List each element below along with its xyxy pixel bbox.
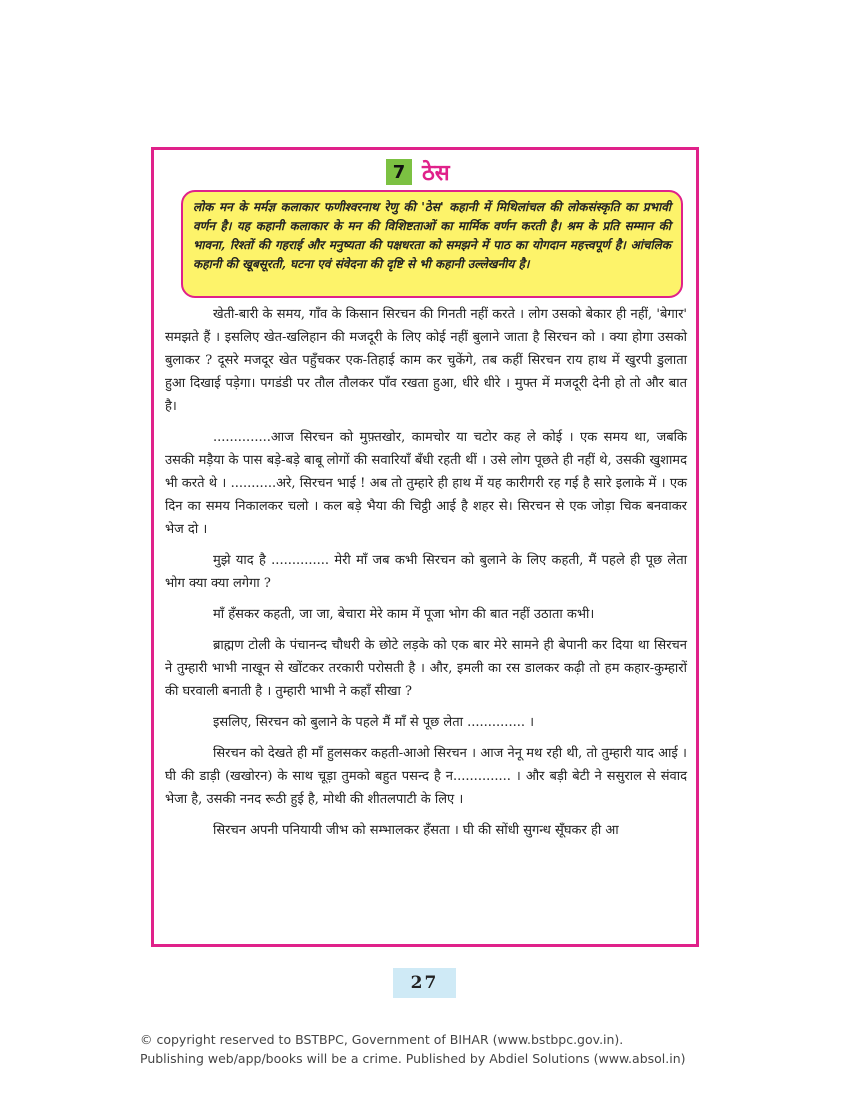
chapter-number: 7 <box>386 159 412 185</box>
paragraph: सिरचन को देखते ही माँ हुलसकर कहती-आओ सिरचन । आज नेनू मथ रही थी, तो तुम्हारी याद आई । घी की डाड़ी (खखोरन) के साथ चूड़ा तुमको बहुत पसन्द है न.............. । और बड़ी बेटी ने ससुराल से संवाद भेजा है, उसकी ननद रूठी हुई है, मोथी की शीतलपाटी के लिए । <box>165 746 687 807</box>
paragraph: खेती-बारी के समय, गाँव के किसान सिरचन की गिनती नहीं करते । लोग उसको बेकार ही नहीं, 'बेगार' समझते हैं । इसलिए खेत-खलिहान की मजदूरी के लिए कोई नहीं बुलाने जाता है सिरचन को । क्या होगा उसको बुलाकर ? दूसरे मजदूर खेत पहुँचकर एक-तिहाई काम कर चुकेंगे, तब कहीं सिरचन राय हाथ में खुरपी डुलाता हुआ दिखाई पड़ेगा। पगडंडी पर तौल तौलकर पाँव रखता हुआ, धीरे धीरे । मुफ्त में मजदूरी देनी हो तो और बात है। <box>165 307 687 414</box>
paragraph: ब्राह्मण टोली के पंचानन्द चौधरी के छोटे लड़के को एक बार मेरे सामने ही बेपानी कर दिया था सिरचन ने तुम्हारी भाभी नाखून से खोंटकर तरकारी परोसती है । और, इमली का रस डालकर कढ़ी तो हम कहार-कुम्हारों की घरवाली बनाती है । तुम्हारी भाभी ने कहाँ सीखा ? <box>165 638 687 699</box>
paragraph: सिरचन अपनी पनियायी जीभ को सम्भालकर हँसता । घी की सोंधी सुगन्ध सूँघकर ही आ <box>213 823 619 838</box>
copyright-footer <box>140 1030 740 1068</box>
chapter-heading <box>386 157 450 187</box>
page-number: 27 <box>393 968 456 998</box>
paragraph: मुझे याद है .............. मेरी माँ जब कभी सिरचन को बुलाने के लिए कहती, मैं पहले ही पूछ लेता भोग क्या क्या लगेगा ? <box>165 553 687 591</box>
paragraph: इसलिए, सिरचन को बुलाने के पहले मैं माँ से पूछ लेता .............. । <box>213 715 535 730</box>
copyright-line-2: Publishing web/app/books will be a crime. Published by Abdiel Solutions (www.absol.in) <box>140 1051 686 1066</box>
copyright-line-1: © copyright reserved to BSTBPC, Government of BIHAR (www.bstbpc.gov.in). <box>140 1032 624 1047</box>
paragraph: माँ हँसकर कहती, जा जा, बेचारा मेरे काम में पूजा भोग की बात नहीं उठाता कभी। <box>213 607 595 622</box>
intro-box: लोक मन के मर्मज्ञ कलाकार फणीश्वरनाथ रेणु की 'ठेस' कहानी में मिथिलांचल की लोकसंस्कृति का प्रभावी वर्णन है। यह कहानी कलाकार के मन की विशिष्टताओं का मार्मिक वर्णन करती है। श्रम के प्रति सम्मान की भावना, रिश्तों की गहराई और मनुष्यता की पक्षधरता को समझने में पाठ का योगदान महत्त्वपूर्ण है। आंचलिक कहानी की खूबसूरती, घटना एवं संवेदना की दृष्टि से भी कहानी उल्लेखनीय है। <box>181 190 683 298</box>
story-body <box>165 303 687 850</box>
chapter-title: ठेस <box>422 161 450 186</box>
paragraph: ..............आज सिरचन को मुफ़्तखोर, कामचोर या चटोर कह ले कोई । एक समय था, जबकि उसकी मड़ैया के पास बड़े-बड़े बाबू लोगों की सवारियाँ बँधी रहती थीं । उसे लोग पूछते ही नहीं थे, उसकी खुशामद भी करते थे । ...........अरे, सिरचन भाई ! अब तो तुम्हारे ही हाथ में यह कारीगरी रह गई है सारे इलाके में । एक दिन का समय निकालकर चलो । कल बड़े भैया की चिट्ठी आई है शहर से। सिरचन से एक जोड़ा चिक बनवाकर भेज दो । <box>165 430 687 537</box>
